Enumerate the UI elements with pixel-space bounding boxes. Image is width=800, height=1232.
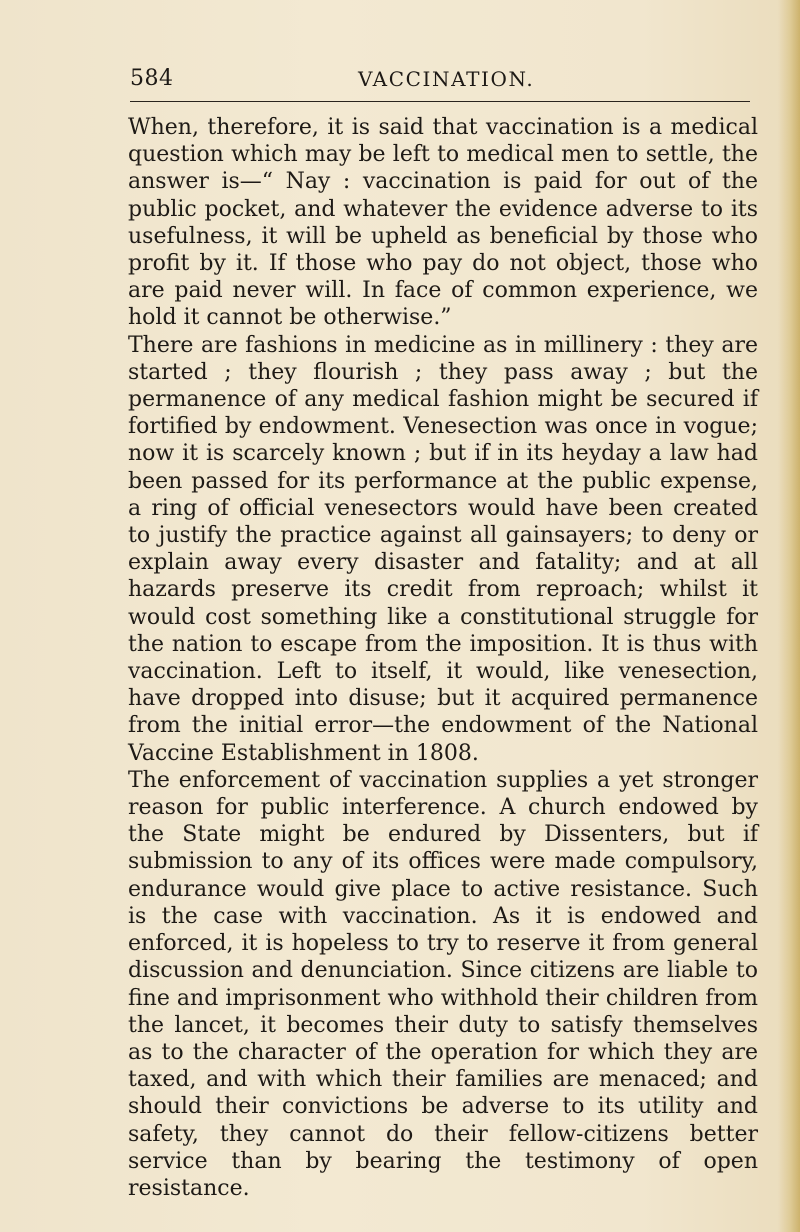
running-head: VACCINATION. — [358, 67, 535, 91]
page-header — [130, 66, 750, 102]
paragraph-3: The enforcement of vaccination supplies a yet stronger reason for public interference. A church endowed by the State might be endured by Dissenters, but if submission to any of its offices were made compulsory, endurance would give place to active resistance. Such is the case with vaccination. As it is endowed and enforced, it is hopeless to try to reserve it from general discussion and denunciation. Since citizens are liable to fine and imprisonment who withhold their children from the lancet, it becomes their duty to satisfy themselves as to the character of the operation for which they are taxed, and with which their families are menaced; and should their convictions be adverse to its utility and safety, they cannot do their fellow-citizens better service than by bearing the testimony of open resistance. — [128, 767, 758, 1201]
header-rule — [130, 101, 750, 102]
paragraph-2: There are fashions in medicine as in millinery : they are started ; they flourish ; they pass away ; but the permanence of any medical fashion might be secured if fortified by endowment. Venesection was once in vogue; now it is scarcely known ; but if in its heyday a law had been passed for its performance at the public expense, a ring of official venesectors would have been created to justify the practice against all gainsayers; to deny or explain away every disaster and fatality; and at all hazards preserve its credit from reproach; whilst it would cost something like a constitutional struggle for the nation to escape from the imposition. It is thus with vaccination. Left to itself, it would, like venesection, have dropped into disuse; but it acquired permanence from the initial error—the endowment of the National Vaccine Establishment in 1808. — [128, 332, 758, 766]
paragraph-1: When, therefore, it is said that vaccination is a medical question which may be left to medical men to settle, the answer is—“ Nay : vaccination is paid for out of the public pocket, and whatever the evidence adverse to its usefulness, it will be upheld as beneficial by those who profit by it. If those who pay do not object, those who are paid never will. In face of common experience, we hold it cannot be otherwise.” — [128, 115, 758, 331]
page-edge-stain — [778, 0, 800, 1232]
body-text — [128, 114, 758, 1202]
page-number: 584 — [130, 66, 174, 91]
